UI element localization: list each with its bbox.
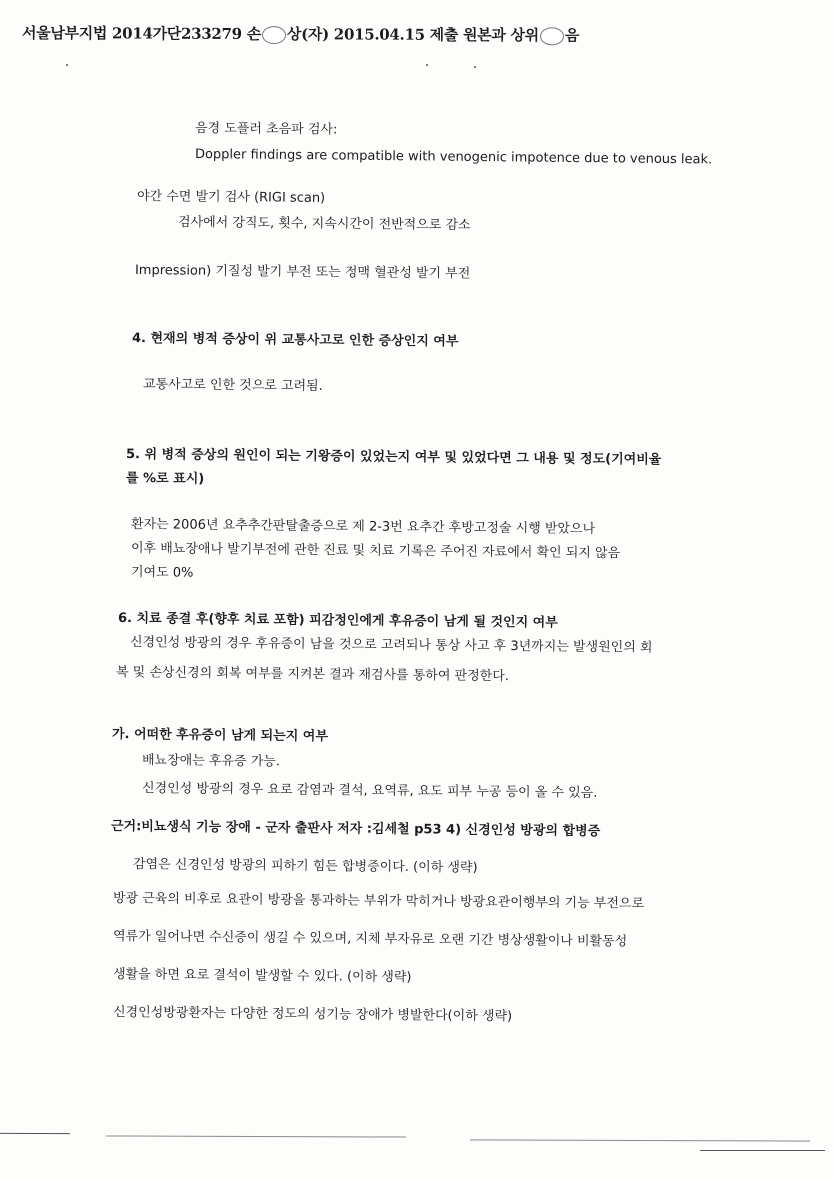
impression: Impression) 기질성 발기 부전 또는 정맥 혈관성 발기 부전 bbox=[134, 263, 471, 282]
subsection-ga-body-line-1: 배뇨장애는 후유증 가능. bbox=[141, 753, 281, 770]
doppler-finding: Doppler findings are compatible with venogenic impotence due to venous leak. bbox=[194, 147, 713, 168]
header-part-3: 음 bbox=[564, 26, 580, 45]
basis-line-5: 신경인성방광환자는 다양한 정도의 성기능 장애가 병발한다(이하 생략) bbox=[112, 1005, 513, 1025]
section-5-title-line-2: 를 %로 표시) bbox=[125, 471, 205, 487]
scan-edge-rule bbox=[700, 1150, 825, 1151]
scan-edge-rule bbox=[106, 1135, 406, 1137]
basis-title: 근거:비뇨생식 기능 장애 - 군자 출판사 저자 :김세철 p53 4) 신경인성 방광의 합병증 bbox=[110, 819, 601, 840]
scan-speck bbox=[426, 64, 428, 66]
basis-line-1: 감염은 신경인성 방광의 피하기 힘든 합병증이다. (이하 생략) bbox=[132, 857, 478, 876]
section-6-body-line-1: 신경인성 방광의 경우 후유증이 남을 것으로 고려되나 통상 사고 후 3년까지는 발생원인의 회 bbox=[129, 635, 653, 656]
subsection-ga-title: 가. 어떠한 후유증이 남게 되는지 여부 bbox=[111, 727, 329, 745]
header-part-2: 상(자) 2015.04.15 제출 원본과 상위 bbox=[286, 25, 539, 45]
section-6-title: 6. 치료 종결 후(향후 치료 포함) 피감정인에게 후유증이 남게 될 것인지 여부 bbox=[117, 611, 558, 631]
section-5-body-line-1: 환자는 2006년 요추추간판탈출증으로 제 2-3번 요추간 후방고정술 시행 받았으나 bbox=[130, 517, 596, 537]
scan-speck bbox=[66, 64, 68, 66]
doppler-title: 음경 도플러 초음파 검사: bbox=[194, 121, 338, 138]
scan-edge-rule bbox=[470, 1139, 810, 1141]
section-5-body-line-3: 기여도 0% bbox=[130, 565, 194, 581]
section-5-title-line-1: 5. 위 병적 증상의 원인이 되는 기왕증이 있었는지 여부 및 있었다면 그 내용 및 정도(기여비율 bbox=[125, 447, 662, 468]
basis-line-3: 역류가 일어나면 수신증이 생길 수 있으며, 지체 부자유로 오랜 기간 병상생활이나 비활동성 bbox=[112, 929, 628, 950]
scan-edge-rule bbox=[0, 1133, 70, 1134]
basis-line-2: 방광 근육의 비후로 요관이 방광을 통과하는 부위가 막히거나 방광요관이행부의 기능 부전으로 bbox=[112, 891, 645, 912]
redaction-mark bbox=[540, 27, 564, 45]
basis-line-4: 생활을 하면 요로 결석이 발생할 수 있다. (이하 생략) bbox=[112, 967, 412, 986]
redaction-mark bbox=[262, 26, 286, 44]
document-header bbox=[22, 24, 579, 45]
scan-speck bbox=[474, 66, 476, 68]
section-5-body-line-2: 이후 배뇨장애나 발기부전에 관한 진료 및 치료 기록은 주어진 자료에서 확인 되지 않음 bbox=[130, 541, 621, 562]
rigi-title: 야간 수면 발기 검사 (RIGI scan) bbox=[136, 189, 326, 206]
section-4-title: 4. 현재의 병적 증상이 위 교통사고로 인한 증상인지 여부 bbox=[131, 331, 459, 350]
section-6-body-line-2: 복 및 손상신경의 회복 여부를 지켜본 결과 재검사를 통하여 판정한다. bbox=[115, 665, 510, 685]
subsection-ga-body-line-2: 신경인성 방광의 경우 요로 감염과 결석, 요역류, 요도 피부 누공 등이 올 수 있음. bbox=[141, 781, 598, 801]
section-4-body: 교통사고로 인한 것으로 고려됨. bbox=[142, 377, 323, 394]
rigi-finding: 검사에서 강직도, 횟수, 지속시간이 전반적으로 감소 bbox=[177, 215, 471, 234]
header-part-1: 서울남부지법 2014가단233279 손 bbox=[21, 24, 261, 44]
